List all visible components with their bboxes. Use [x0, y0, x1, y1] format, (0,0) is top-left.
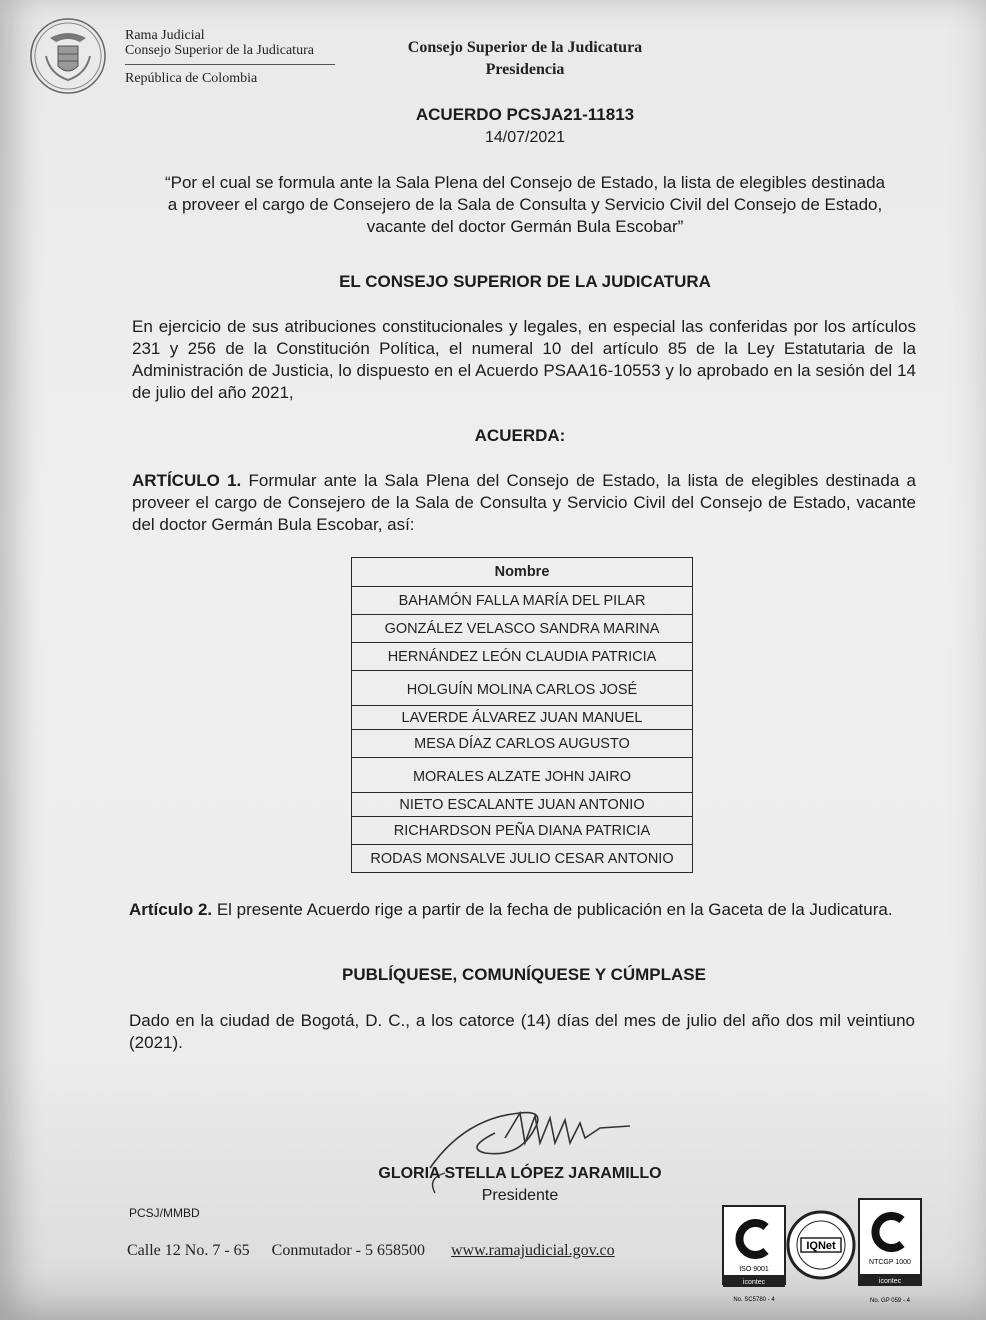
- cert-number-1: No. SC5780 - 4: [733, 1297, 775, 1303]
- table-row: [352, 587, 693, 615]
- preamble-paragraph: En ejercicio de sus atribuciones constitucionales y legales, en especial las conferidas por los artículos 231 y 256 de la Constitución Política, el numeral 10 del artículo 85 de la Ley Estatutaria de la Administración de Justicia, lo dispuesto en el Acuerdo PSAA16-10553 y lo aprobado en la sesión del 14 de julio del año 2021,: [132, 317, 916, 402]
- table-row: [352, 615, 693, 643]
- table-row: [352, 758, 693, 793]
- article-2-text: El presente Acuerdo rige a partir de la fecha de publicación en la Gaceta de la Judicatura.: [212, 900, 893, 919]
- article-1-label: ARTÍCULO 1.: [132, 471, 242, 490]
- name-cell: HERNÁNDEZ LEÓN CLAUDIA PATRICIA: [352, 643, 693, 671]
- closing-heading: PUBLÍQUESE, COMUNÍQUESE Y CÚMPLASE: [342, 965, 706, 984]
- table-row: [352, 817, 693, 845]
- resolves-heading: ACUERDA:: [474, 426, 566, 445]
- header-council: Consejo Superior de la Judicatura: [125, 43, 314, 58]
- table-row: [352, 671, 693, 706]
- name-cell: RICHARDSON PEÑA DIANA PATRICIA: [352, 817, 693, 845]
- iqnet-logo: [786, 1210, 856, 1280]
- header-branch: Rama Judicial: [125, 28, 205, 43]
- name-cell: LAVERDE ÁLVAREZ JUAN MANUEL: [352, 706, 693, 730]
- name-cell: RODAS MONSALVE JULIO CESAR ANTONIO: [352, 845, 693, 873]
- coat-of-arms-icon: [28, 16, 108, 96]
- name-cell: MORALES ALZATE JOHN JAIRO: [352, 758, 693, 793]
- icontec-iso-icon: [722, 1205, 786, 1305]
- iqnet-icon: [786, 1210, 856, 1280]
- given-paragraph: Dado en la ciudad de Bogotá, D. C., a los catorce (14) días del mes de julio del año dos mil veintiuno (2021).: [129, 1011, 915, 1052]
- header-center-title: Consejo Superior de la Judicatura: [407, 39, 643, 56]
- name-cell: NIETO ESCALANTE JUAN ANTONIO: [352, 793, 693, 817]
- header-divider: [125, 64, 335, 65]
- article-1-paragraph: [132, 470, 916, 536]
- table-row: [352, 793, 693, 817]
- icontec-ntcgp-logo: [858, 1198, 922, 1308]
- icontec-ntcgp-icon: [858, 1198, 922, 1308]
- handwritten-signature: [425, 1098, 635, 1198]
- reference-code: PCSJ/MMBD: [129, 1206, 200, 1220]
- issuer-heading: EL CONSEJO SUPERIOR DE LA JUDICATURA: [339, 272, 711, 291]
- table-row: [352, 706, 693, 730]
- footer-address: Calle 12 No. 7 - 65: [127, 1242, 250, 1259]
- name-cell: HOLGUÍN MOLINA CARLOS JOSÉ: [352, 671, 693, 706]
- article-2-label: Artículo 2.: [129, 900, 213, 919]
- icontec-label-1: icontec: [742, 1279, 766, 1286]
- document-date: 14/07/2021: [484, 129, 566, 146]
- table-row: [352, 730, 693, 758]
- icontec-iso-logo: [722, 1205, 786, 1305]
- name-cell: MESA DÍAZ CARLOS AUGUSTO: [352, 730, 693, 758]
- document-title: ACUERDO PCSJA21-11813: [415, 105, 635, 124]
- document-purpose: “Por el cual se formula ante la Sala Plena del Consejo de Estado, la lista de elegibles destinada a proveer el cargo de Consejero de la Sala de Consulta y Servicio Civil del Consejo de Estado, vacante del doctor Germán Bula Escobar”: [164, 173, 886, 236]
- iqnet-label: IQNet: [806, 1240, 836, 1252]
- eligibles-table: [351, 557, 693, 873]
- article-2-paragraph: [129, 899, 915, 921]
- table-row: [352, 845, 693, 873]
- footer-phone: Conmutador - 5 658500: [271, 1242, 425, 1259]
- signer-role: Presidente: [481, 1187, 559, 1204]
- table-row: [352, 643, 693, 671]
- signer-name: GLORIA STELLA LÓPEZ JARAMILLO: [378, 1165, 662, 1182]
- header-country: República de Colombia: [125, 71, 258, 86]
- footer-website-link[interactable]: www.ramajudicial.gov.co: [450, 1242, 615, 1259]
- cert-number-2: No. GP 059 - 4: [870, 1298, 910, 1304]
- table-header-nombre: Nombre: [352, 558, 693, 587]
- footer: [127, 1242, 615, 1260]
- ntcgp-label: NTCGP 1000: [869, 1259, 911, 1266]
- name-cell: GONZÁLEZ VELASCO SANDRA MARINA: [352, 615, 693, 643]
- name-cell: BAHAMÓN FALLA MARÍA DEL PILAR: [352, 587, 693, 615]
- icontec-label-2: icontec: [878, 1278, 902, 1285]
- article-1-text: Formular ante la Sala Plena del Consejo de Estado, la lista de elegibles destinada a proveer el cargo de Consejero de la Sala de Consulta y Servicio Civil del Consejo de Estado, vacante del doctor Germán Bula Escobar, así:: [132, 471, 916, 534]
- header-center-subtitle: Presidencia: [485, 61, 565, 78]
- iso-label: ISO 9001: [739, 1266, 769, 1273]
